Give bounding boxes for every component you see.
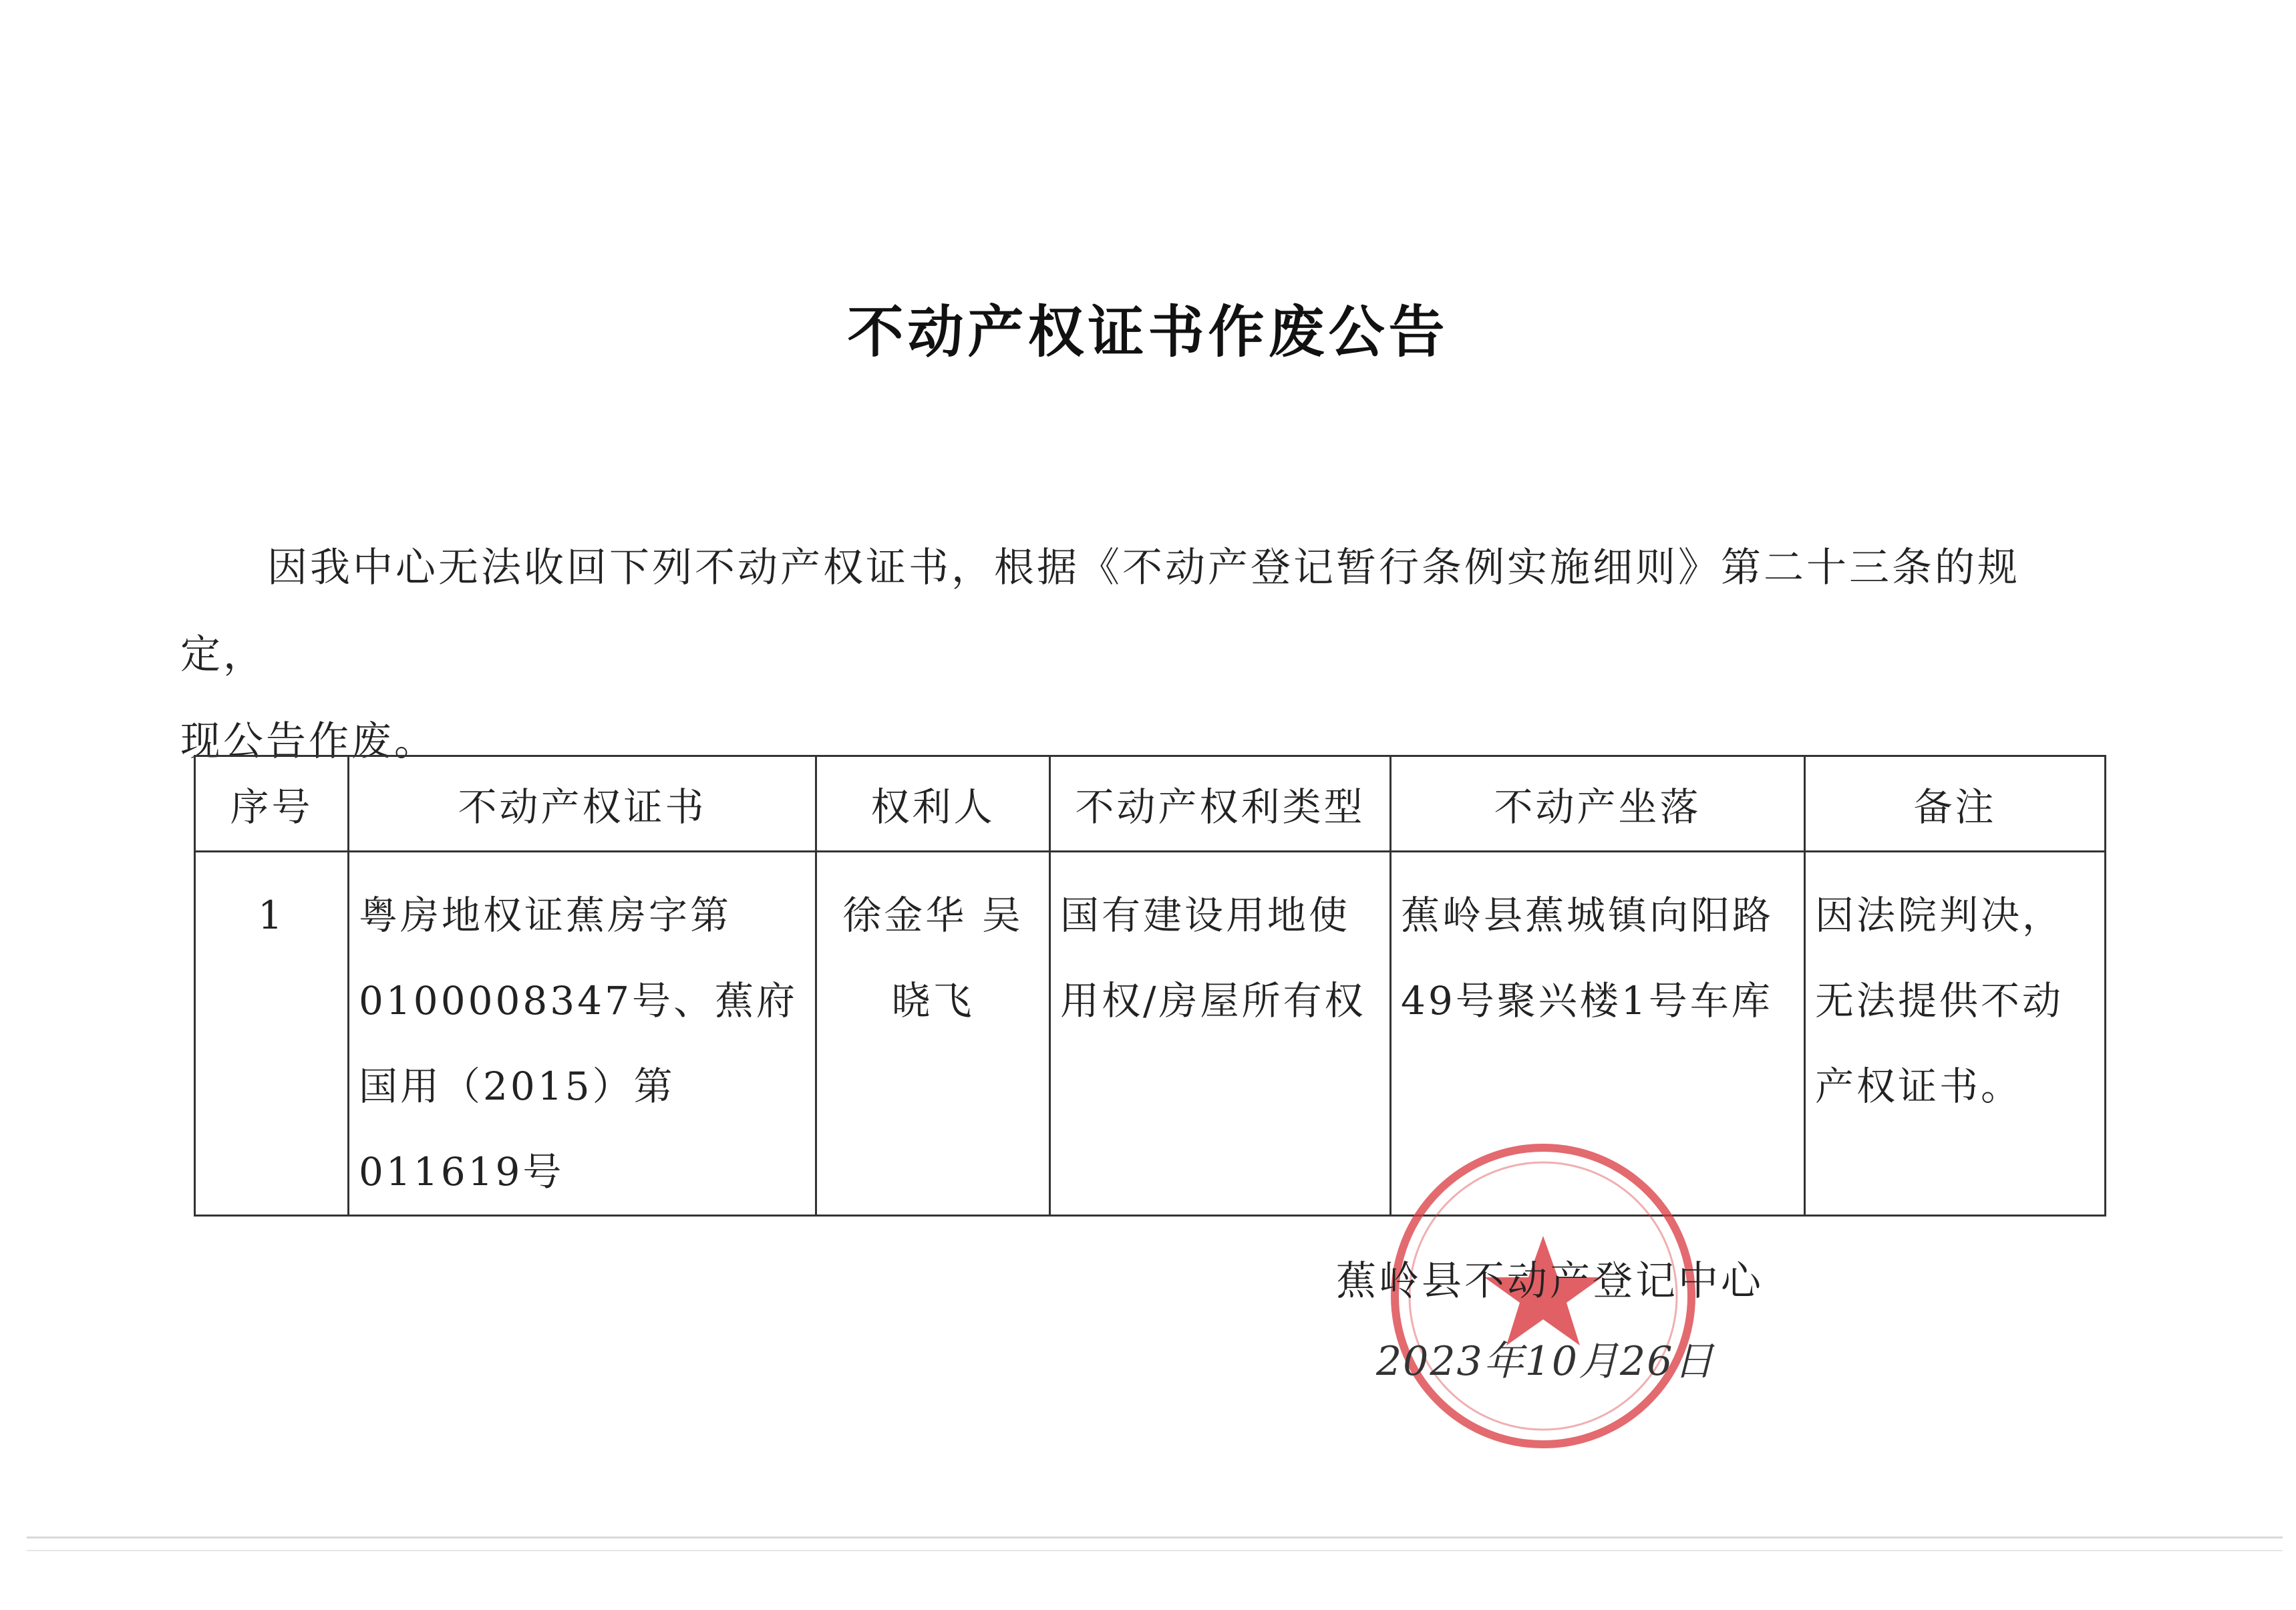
intro-line-1: 因我中心无法收回下列不动产权证书，根据《不动产登记暂行条例实施细则》第二十三条的规定， (180, 544, 2020, 678)
intro-line-2: 现公告作废。 (180, 718, 437, 765)
table-row (195, 852, 2106, 1216)
issuing-organization: 蕉岭县不动产登记中心 (1336, 1258, 1764, 1305)
cell-certificate: 粤房地权证蕉房字第0100008347号、蕉府国用（2015）第011619号 (349, 852, 816, 1216)
cell-remark: 因法院判决，无法提供不动产权证书。 (1805, 852, 2106, 1216)
certificate-table (194, 755, 2106, 1217)
page-title: 不动产权证书作废公告 (847, 299, 1449, 365)
cell-location: 蕉岭县蕉城镇向阳路49号聚兴楼1号车库 (1391, 852, 1805, 1216)
cell-no: 1 (195, 852, 349, 1216)
header-remark: 备注 (1805, 756, 2106, 852)
issue-date: 2023年10月26日 (1376, 1338, 1715, 1385)
header-holders: 权利人 (816, 756, 1050, 852)
bottom-divider (27, 1537, 2283, 1539)
cell-right-type: 国有建设用地使用权/房屋所有权 (1050, 852, 1391, 1216)
header-right-type: 不动产权利类型 (1050, 756, 1391, 852)
header-no: 序号 (195, 756, 349, 852)
bottom-divider-2 (27, 1550, 2283, 1551)
cell-holders: 徐金华 吴晓飞 (816, 852, 1050, 1216)
table-header-row (195, 756, 2106, 852)
header-certificate: 不动产权证书 (349, 756, 816, 852)
intro-paragraph (180, 524, 2104, 785)
header-location: 不动产坐落 (1391, 756, 1805, 852)
